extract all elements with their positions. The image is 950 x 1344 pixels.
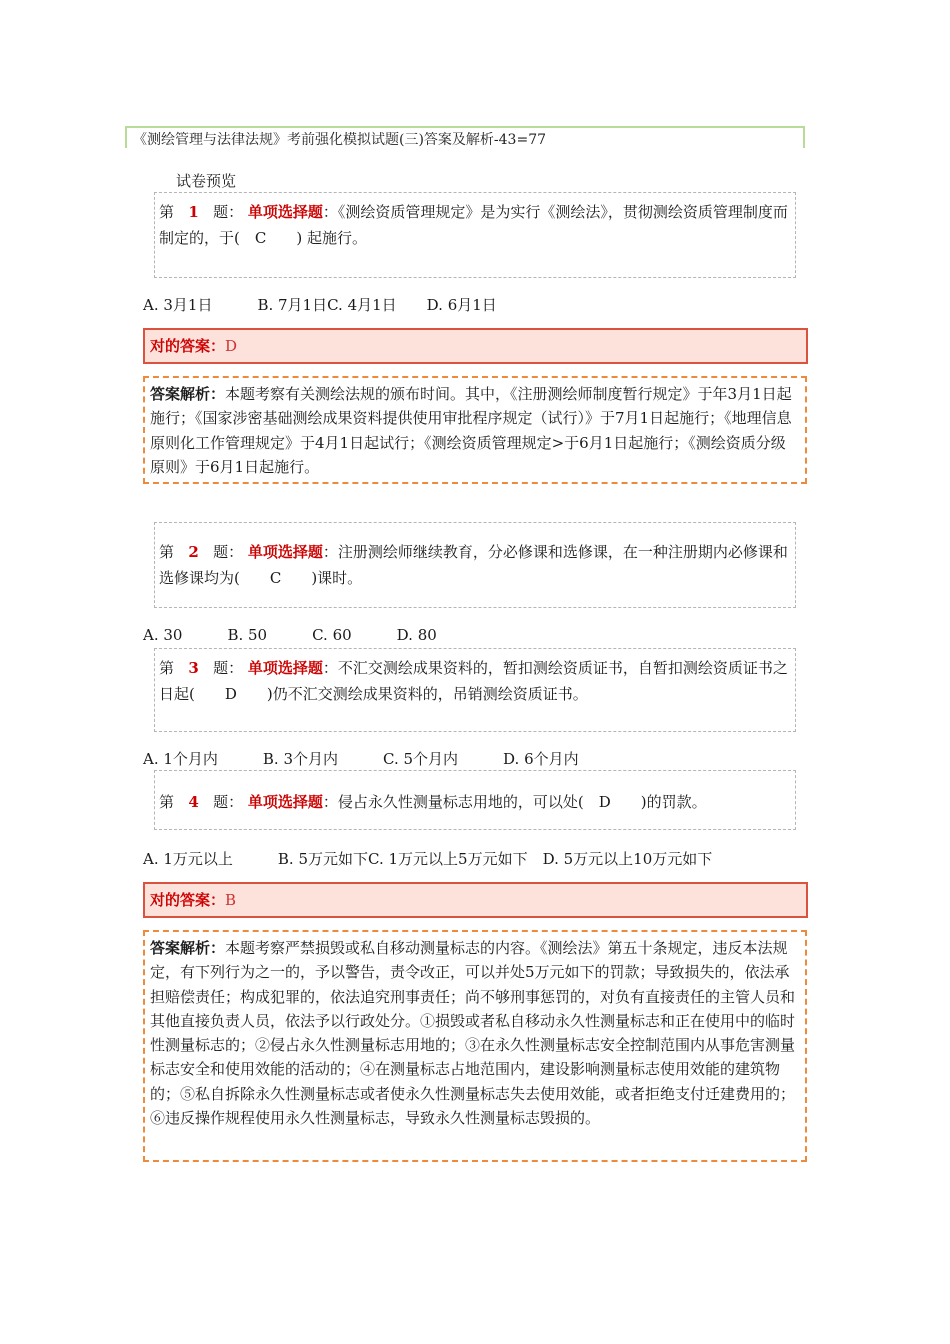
question-type: 单项选择题 <box>247 793 323 811</box>
question-prefix: 第 <box>159 543 175 561</box>
question-text: ：《测绘资质管理规定》是为实行《测绘法》，贯彻测绘资质管理制度而制定的，于( C ) 起施行。 <box>159 203 788 247</box>
question-4-box <box>154 770 796 830</box>
question-prefix: 第 <box>159 793 175 811</box>
question-1-box <box>154 192 796 278</box>
explanation-label: 答案解析： <box>150 939 226 957</box>
question-4-answer <box>143 882 808 918</box>
explanation-text: 本题考察严禁损毁或私自移动测量标志的内容。《测绘法》第五十条规定，违反本法规定，有下列行为之一的，予以警告，责令改正，可以并处5万元如下的罚款；导致损失的，依法承担赔偿责任；构成犯罪的，依法追究刑事责任；尚不够刑事惩罚的，对负有直接责任的主管人员和其他直接负责人员，依法予以行政处分。①损毁或者私自移动永久性测量标志和正在使用中的临时性测量标志的；②侵占永久性测量标志用地的；③在永久性测量标志安全控制范围内从事危害测量标志安全和使用效能的活动的；④在测量标志占地范围内，建设影响测量标志使用效能的建筑物的；⑤私自拆除永久性测量标志或者使永久性测量标志失去使用效能，或者拒绝支付迁建费用的；⑥违反操作规程使用永久性测量标志，导致永久性测量标志毁损的。 <box>150 939 796 1128</box>
question-prefix: 第 <box>159 203 175 221</box>
question-4-explanation <box>143 930 807 1162</box>
question-suffix: 题： <box>213 659 244 677</box>
question-2-box <box>154 522 796 608</box>
question-3-options: A. 1个月内 B. 3个月内 C. 5个月内 D. 6个月内 <box>143 750 579 768</box>
question-number: 4 <box>188 793 199 811</box>
answer-label: 对的答案： <box>150 337 226 355</box>
question-number: 1 <box>188 203 199 221</box>
question-number: 3 <box>188 659 199 677</box>
question-prefix: 第 <box>159 659 175 677</box>
question-1-answer <box>143 328 808 364</box>
answer-value: B <box>225 891 237 909</box>
question-1-options: A. 3月1日 B. 7月1日C. 4月1日 D. 6月1日 <box>143 296 497 314</box>
question-4-options: A. 1万元以上 B. 5万元如下C. 1万元以上5万元如下 D. 5万元以上10万元如下 <box>143 850 713 868</box>
question-suffix: 题： <box>213 203 244 221</box>
question-text: ：注册测绘师继续教育，分必修课和选修课，在一种注册期内必修课和选修课均为( C )课时。 <box>159 543 788 587</box>
question-suffix: 题： <box>213 793 244 811</box>
document-title: 《测绘管理与法律法规》考前强化模拟试题(三)答案及解析-43=77 <box>125 126 805 148</box>
explanation-label: 答案解析： <box>150 385 226 403</box>
question-number: 2 <box>188 543 199 561</box>
question-1-explanation <box>143 376 807 484</box>
question-2-options: A. 30 B. 50 C. 60 D. 80 <box>143 626 437 644</box>
answer-label: 对的答案： <box>150 891 226 909</box>
question-suffix: 题： <box>213 543 244 561</box>
question-text: ：侵占永久性测量标志用地的，可以处( D )的罚款。 <box>322 793 707 811</box>
question-3-box <box>154 648 796 732</box>
explanation-text: 本题考察有关测绘法规的颁布时间。其中，《注册测绘师制度暂行规定》于年3月1日起施行；《国家涉密基础测绘成果资料提供使用审批程序规定（试行）》于7月1日起施行；《地理信息原则化工作管理规定》于4月1日起试行；《测绘资质管理规定>于6月1日起施行；《测绘资质分级原则》于6月1日起施行。 <box>150 385 792 476</box>
question-type: 单项选择题 <box>247 543 323 561</box>
question-text: ：不汇交测绘成果资料的，暂扣测绘资质证书，自暂扣测绘资质证书之日起( D )仍不汇交测绘成果资料的，吊销测绘资质证书。 <box>159 659 788 703</box>
preview-label: 试卷预览 <box>176 172 237 190</box>
question-type: 单项选择题 <box>247 659 323 677</box>
question-type: 单项选择题 <box>247 203 323 221</box>
answer-value: D <box>225 337 238 355</box>
